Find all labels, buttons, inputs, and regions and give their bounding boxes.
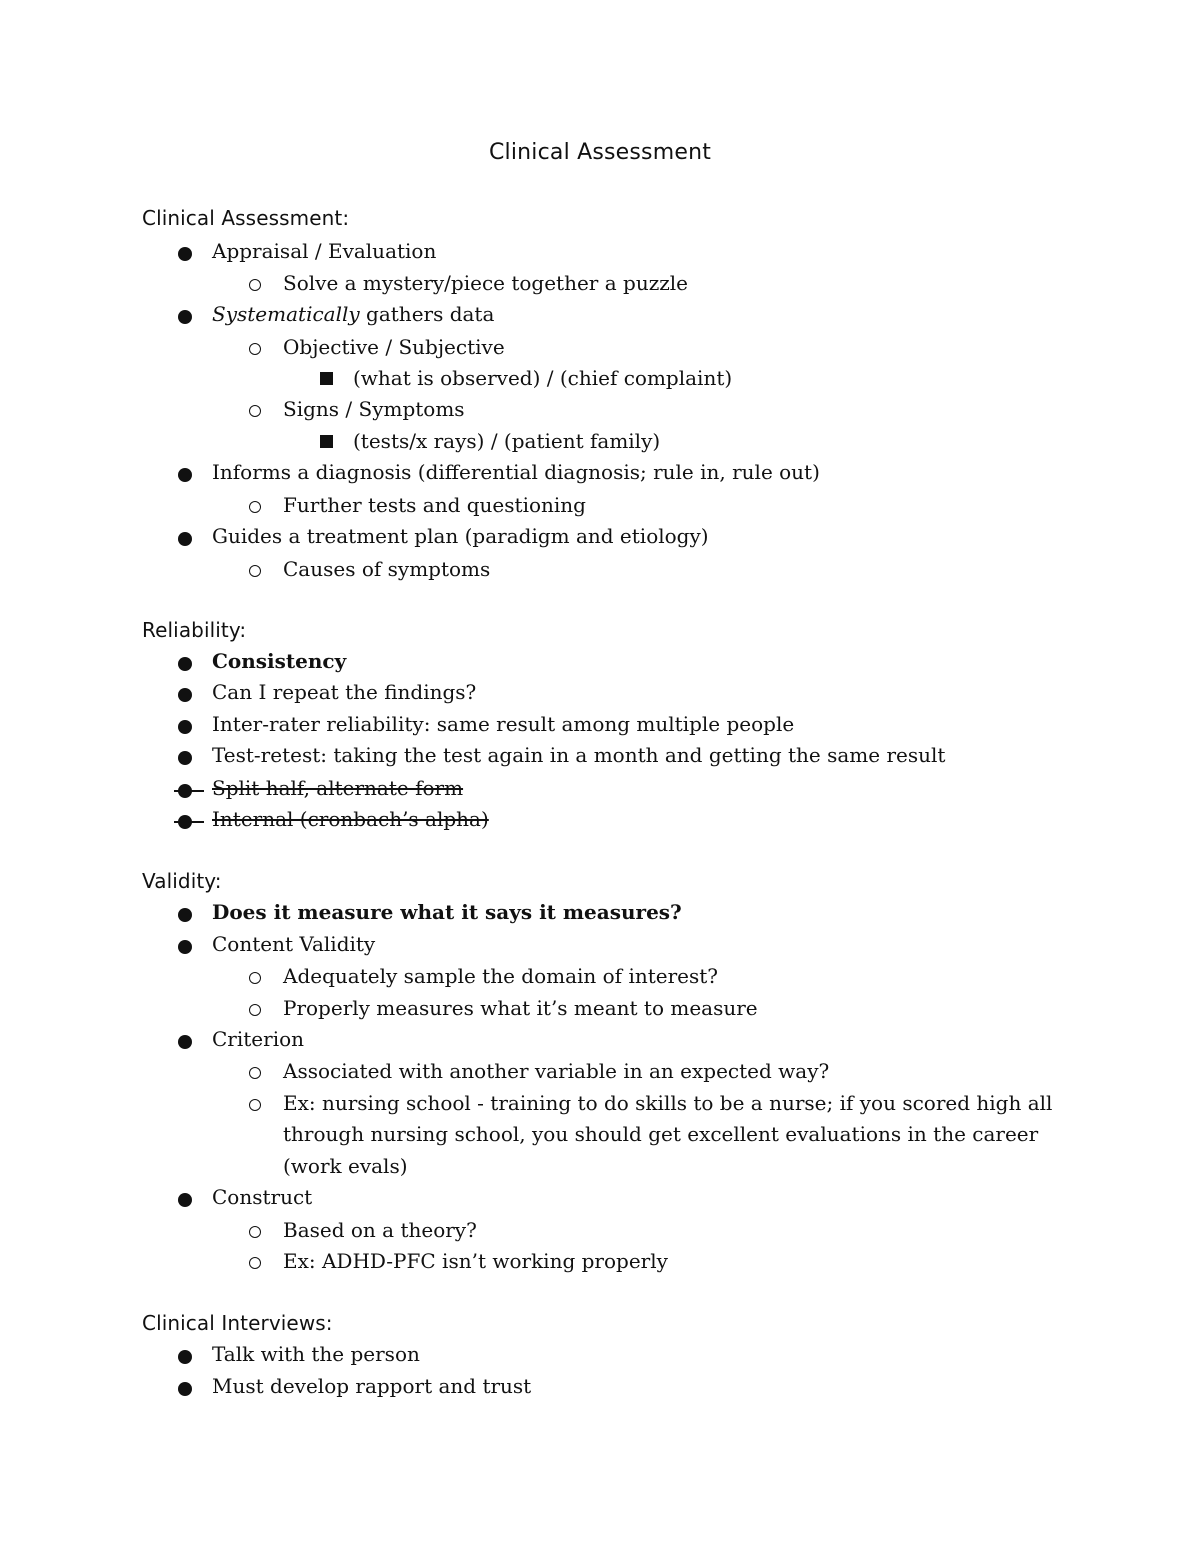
bullet-disc <box>178 908 192 922</box>
list-item-systematically-rest: gathers data <box>359 302 495 326</box>
bullet-circle <box>249 1067 261 1079</box>
list-item-properly-measures: Properly measures what it’s meant to measure <box>283 996 758 1020</box>
strikethrough-mark <box>174 790 204 792</box>
bullet-disc <box>178 532 192 546</box>
bullet-disc <box>178 751 192 765</box>
list-item-consistency: Consistency <box>212 649 347 673</box>
bullet-disc <box>178 468 192 482</box>
list-item-solve-mystery: Solve a mystery/piece together a puzzle <box>283 271 688 295</box>
section-heading-clinical-assessment: Clinical Assessment: <box>142 206 350 230</box>
list-item-criterion: Criterion <box>212 1027 305 1051</box>
bullet-circle <box>249 343 261 355</box>
section-heading-clinical-interviews: Clinical Interviews: <box>142 1311 333 1335</box>
bullet-circle <box>249 279 261 291</box>
bullet-circle <box>249 972 261 984</box>
bullet-disc <box>178 688 192 702</box>
list-item-construct: Construct <box>212 1185 313 1209</box>
section-heading-validity: Validity: <box>142 869 222 893</box>
bullet-circle <box>249 405 261 417</box>
bullet-disc <box>178 1035 192 1049</box>
bullet-square <box>320 435 333 448</box>
bullet-disc <box>178 1350 192 1364</box>
bullet-disc <box>178 657 192 671</box>
bullet-disc <box>178 310 192 324</box>
list-item-adhd-example: Ex: ADHD-PFC isn’t working properly <box>283 1249 668 1273</box>
list-item-does-it-measure: Does it measure what it says it measures? <box>212 900 682 924</box>
list-item-nursing-example-line1: Ex: nursing school - training to do skills to be a nurse; if you scored high all <box>283 1091 1053 1115</box>
list-item-causes-symptoms: Causes of symptoms <box>283 557 491 581</box>
list-item-objective-subjective: Objective / Subjective <box>283 335 505 359</box>
bullet-circle <box>249 501 261 513</box>
bullet-disc <box>178 1382 192 1396</box>
document-title: Clinical Assessment <box>488 140 712 165</box>
list-item-rapport-trust: Must develop rapport and trust <box>212 1374 532 1398</box>
bullet-circle <box>249 1004 261 1016</box>
list-item-nursing-example-line3: (work evals) <box>283 1154 408 1178</box>
list-item-adequately-sample: Adequately sample the domain of interest? <box>283 964 719 988</box>
list-item-associated-variable: Associated with another variable in an expected way? <box>283 1059 830 1083</box>
bullet-disc <box>178 247 192 261</box>
bullet-disc <box>178 1193 192 1207</box>
list-item-nursing-example-line2: through nursing school, you should get excellent evaluations in the career <box>283 1122 1039 1146</box>
emphasis-systematically: Systematically <box>212 302 360 326</box>
list-item-talk-with-person: Talk with the person <box>212 1342 420 1366</box>
list-item-test-retest: Test-retest: taking the test again in a month and getting the same result <box>212 743 946 767</box>
list-item-content-validity: Content Validity <box>212 932 376 956</box>
bullet-circle <box>249 1099 261 1111</box>
list-item-systematically <box>212 298 494 330</box>
list-item-repeat-findings: Can I repeat the findings? <box>212 680 477 704</box>
list-item-tests-family: (tests/x rays) / (patient family) <box>353 429 661 453</box>
strikethrough-mark <box>174 821 204 823</box>
bullet-circle <box>249 1257 261 1269</box>
list-item-split-half: Split half, alternate form <box>212 776 464 800</box>
list-item-appraisal: Appraisal / Evaluation <box>212 239 437 263</box>
list-item-informs-diagnosis: Informs a diagnosis (differential diagnosis; rule in, rule out) <box>212 460 820 484</box>
bullet-circle <box>249 1226 261 1238</box>
list-item-observed-complaint: (what is observed) / (chief complaint) <box>353 366 733 390</box>
bullet-disc <box>178 720 192 734</box>
section-heading-reliability: Reliability: <box>142 618 247 642</box>
bullet-circle <box>249 565 261 577</box>
bullet-square <box>320 372 333 385</box>
list-item-based-on-theory: Based on a theory? <box>283 1218 477 1242</box>
list-item-signs-symptoms: Signs / Symptoms <box>283 397 465 421</box>
list-item-further-tests: Further tests and questioning <box>283 493 586 517</box>
list-item-inter-rater: Inter-rater reliability: same result among multiple people <box>212 712 795 736</box>
list-item-guides-treatment: Guides a treatment plan (paradigm and etiology) <box>212 524 709 548</box>
bullet-disc <box>178 940 192 954</box>
list-item-internal-cronbach: Internal (cronbach’s alpha) <box>212 807 489 831</box>
